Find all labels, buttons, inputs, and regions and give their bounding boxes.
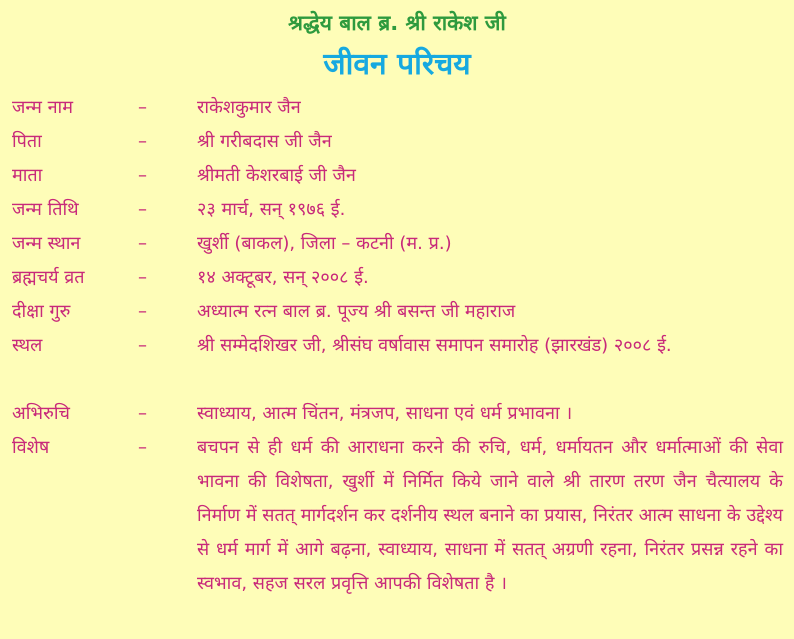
row-value: अध्यात्म रत्न बाल ब्र. पूज्य श्री बसन्त जी महाराज [197,301,516,322]
row-value: २३ मार्च, सन् १९७६ ई. [197,199,346,220]
page-title: जीवन परिचय [323,47,471,82]
row-dash: – [138,267,147,288]
row-dash: – [138,335,147,356]
row-dash: – [138,437,147,458]
row-dash: – [138,97,147,118]
row-label: ब्रह्मचर्य व्रत [12,267,85,288]
row-label: जन्म नाम [12,97,73,118]
row-value: बचपन से ही धर्म की आराधना करने की रुचि, धर्म, धर्मायतन और धर्मात्माओं की सेवा भावना की विशेषता, खुर्शी में निर्मित किये जाने वाले श्री तारण तरण जैन चैत्यालय के निर्माण में सतत् मार्गदर्शन कर दर्शनीय स्थल बनाने का प्रयास, निरंतर आत्म साधना के उद्देश्य से धर्म मार्ग में आगे बढ़ना, स्वाध्याय, साधना में सतत् अग्रणी रहना, निरंतर प्रसन्न रहने का स्वभाव, सहज सरल प्रवृत्ति आपकी विशेषता है । [197,437,783,594]
row-dash: – [138,199,147,220]
row-value: श्री सम्मेदशिखर जी, श्रीसंघ वर्षावास समापन समारोह (झारखंड) २००८ ई. [197,335,672,356]
row-dash: – [138,301,147,322]
row-value: श्रीमती केशरबाई जी जैन [197,165,356,186]
row-value: राकेशकुमार जैन [197,97,301,118]
row-value: खुर्शी (बाकल), जिला – कटनी (म. प्र.) [197,233,452,254]
row-label: जन्म तिथि [12,199,79,220]
page-subtitle: श्रद्धेय बाल ब्र. श्री राकेश जी [288,11,506,35]
row-dash: – [138,403,147,424]
row-label: विशेष [12,437,50,458]
row-dash: – [138,233,147,254]
row-dash: – [138,131,147,152]
row-label: जन्म स्थान [12,233,81,254]
row-label: माता [12,165,43,186]
row-value: १४ अक्टूबर, सन् २००८ ई. [197,267,369,288]
row-label: पिता [12,131,42,152]
row-value: स्वाध्याय, आत्म चिंतन, मंत्रजप, साधना एवं धर्म प्रभावना । [197,403,573,424]
row-dash: – [138,165,147,186]
row-value: श्री गरीबदास जी जैन [197,131,332,152]
row-label: दीक्षा गुरु [12,301,71,322]
row-label: अभिरुचि [12,403,70,424]
row-label: स्थल [12,335,43,356]
